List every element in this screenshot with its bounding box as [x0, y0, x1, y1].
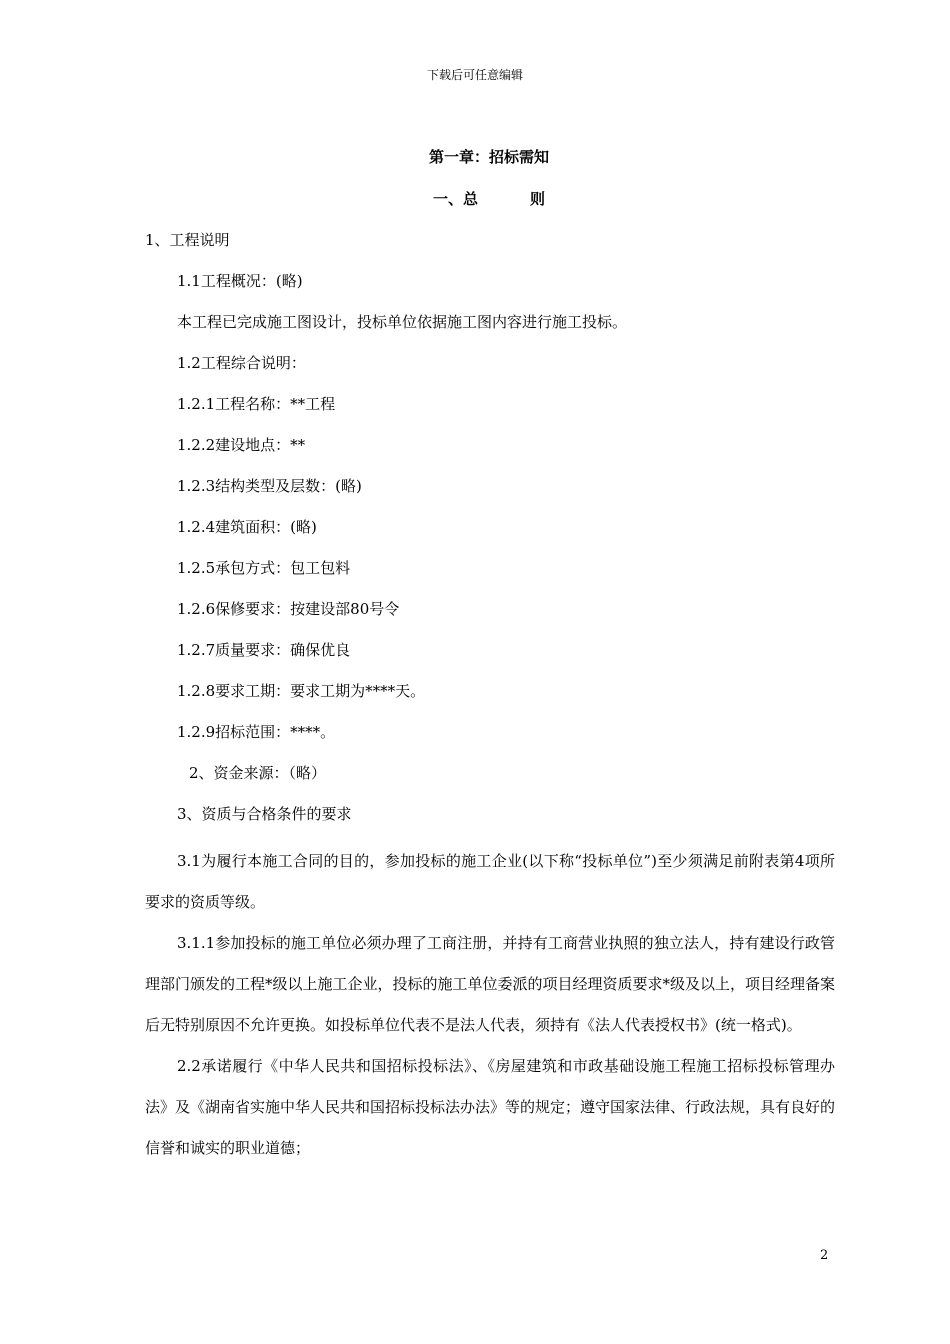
body-line: 1.2.7质量要求：确保优良: [177, 641, 351, 659]
body-line: 1.2.4建筑面积：(略): [177, 518, 317, 536]
body-paragraph: 3.1.1参加投标的施工单位必须办理了工商注册，并持有工商营业执照的独立法人，持有建设行政管理部门颁发的工程*级以上施工企业，投标的施工单位委派的项目经理资质要求*级及以上，项目经理备案后无特别原因不允许更换。如投标单位代表不是法人代表，须持有《法人代表授权书》(统一格式)。: [145, 934, 835, 1034]
body-line: 1.2.5承包方式：包工包料: [177, 559, 351, 577]
body-line: 3、资质与合格条件的要求: [177, 805, 352, 823]
body-line: 1.2.9招标范围：****。: [177, 723, 336, 741]
section-title-left: 一、总: [432, 190, 478, 208]
body-line: 1.2.6保修要求：按建设部80号令: [177, 600, 400, 618]
body-line: 1.2工程综合说明：: [177, 354, 306, 372]
body-line: 1.1工程概况：(略): [177, 272, 303, 290]
body-line: 1、工程说明: [145, 231, 230, 249]
body-line: 1.2.3结构类型及层数：(略): [177, 477, 362, 495]
body-line: 1.2.2建设地点：**: [177, 436, 306, 454]
page-number: 2: [820, 1248, 829, 1263]
body-line: 本工程已完成施工图设计，投标单位依据施工图内容进行施工投标。: [177, 313, 628, 331]
section-title: [0, 188, 950, 209]
body-line: 1.2.8要求工期：要求工期为****天。: [177, 682, 426, 700]
body-paragraph: 3.1为履行本施工合同的目的，参加投标的施工企业(以下称“投标单位”)至少须满足前附表第4项所要求的资质等级。: [145, 852, 835, 911]
document-body: [145, 226, 835, 1169]
chapter-title: 第一章：招标需知: [428, 148, 549, 166]
body-paragraph: 2.2承诺履行《中华人民共和国招标投标法》、《房屋建筑和市政基础设施工程施工招标投标管理办法》及《湖南省实施中华人民共和国招标投标法办法》等的规定；遵守国家法律、行政法规，具有良好的信誉和诚实的职业道德；: [145, 1057, 835, 1157]
section-title-right: 则: [530, 190, 546, 208]
body-line: 2、资金来源：（略）: [189, 764, 327, 782]
body-line: 1.2.1工程名称：**工程: [177, 395, 336, 413]
page-header: 下载后可任意编辑: [426, 68, 523, 82]
